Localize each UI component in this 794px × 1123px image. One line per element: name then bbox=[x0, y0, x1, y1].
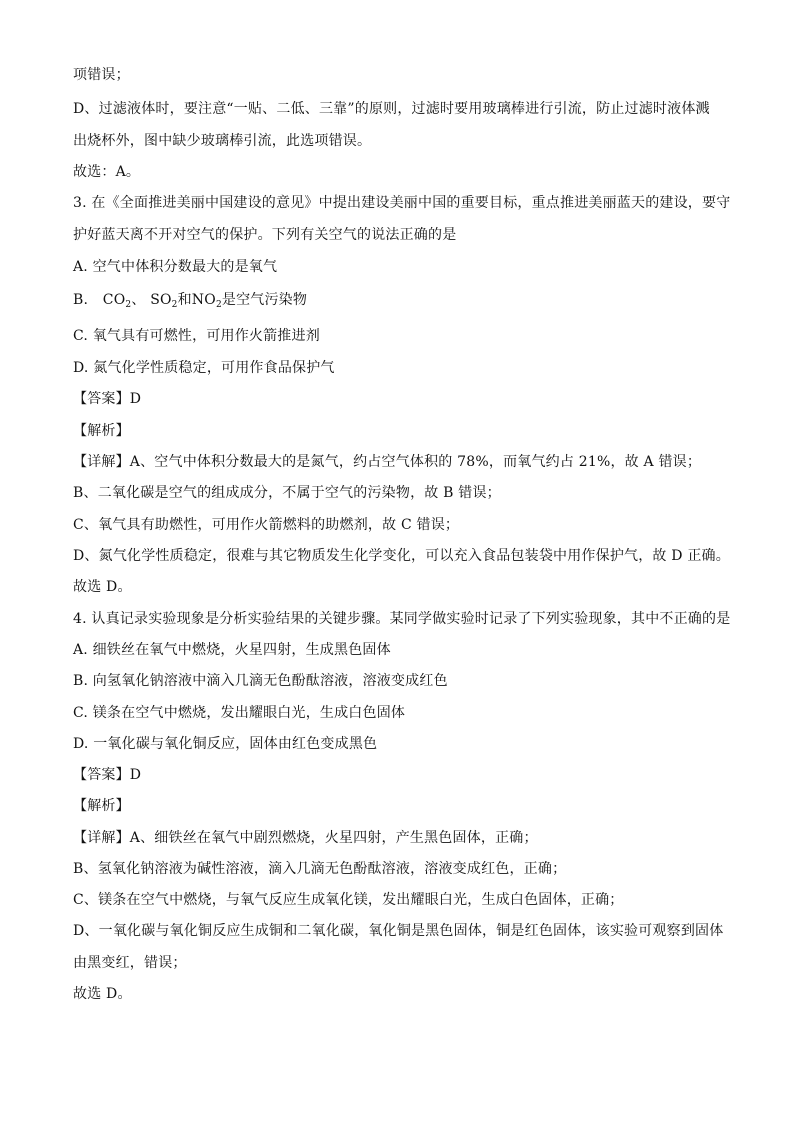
q2-option-d-explanation: D、过滤液体时，要注意“一贴、二低、三靠”的原则，过滤时要用玻璃棒进行引流，防止过滤时液体溅 bbox=[73, 101, 710, 117]
q4-detail-d: D、一氧化碳与氧化铜反应生成铜和二氧化碳，氧化铜是黑色固体，铜是红色固体，该实验可观察到固体 bbox=[73, 923, 724, 939]
q4-analysis-heading: 【解析】 bbox=[73, 798, 130, 814]
conjunction: 和 bbox=[177, 292, 192, 308]
q3-stem: 3. 在《全面推进美丽中国建设的意见》中提出建设美丽中国的重要目标，重点推进美丽蓝天的建设，要守 bbox=[73, 195, 731, 211]
q3-option-c: C. 氧气具有可燃性，可用作火箭推进剂 bbox=[73, 328, 320, 344]
q2-text-line: 项错误； bbox=[73, 67, 130, 83]
q4-option-a: A. 细铁丝在氧气中燃烧，火星四射，生成黑色固体 bbox=[73, 642, 391, 658]
separator: 、 bbox=[131, 292, 146, 308]
q4-detail-b: B、氢氧化钠溶液为碱性溶液，滴入几滴无色酚酞溶液，溶液变成红色，正确； bbox=[73, 861, 567, 877]
q4-conclusion: 故选 D。 bbox=[73, 986, 132, 1002]
q2-conclusion: 故选：A。 bbox=[73, 164, 141, 180]
q4-answer: 【答案】D bbox=[73, 767, 142, 783]
q3-detail-d: D、氮气化学性质稳定，很难与其它物质发生化学变化，可以充入食品包装袋中用作保护气，故 D 正确。 bbox=[73, 548, 730, 564]
formula-co2: $CO_2$ bbox=[102, 292, 132, 310]
q4-stem: 4. 认真记录实验现象是分析实验结果的关键步骤。某同学做实验时记录了下列实验现象，其中不正确的是 bbox=[73, 611, 731, 627]
q3-stem-cont: 护好蓝天离不开对空气的保护。下列有关空气的说法正确的是 bbox=[73, 227, 457, 243]
formula-so2: $SO_2$ bbox=[150, 292, 178, 310]
q3-conclusion: 故选 D。 bbox=[73, 579, 132, 595]
q4-detail-d-cont: 由黑变红，错误； bbox=[73, 955, 187, 971]
q2-option-d-explanation-cont: 出烧杯外，图中缺少玻璃棒引流，此选项错误。 bbox=[73, 133, 372, 149]
formula-no2: $NO_2$ bbox=[191, 292, 222, 310]
q4-option-c: C. 镁条在空气中燃烧，发出耀眼白光，生成白色固体 bbox=[73, 705, 406, 721]
q3-option-b-label: B. bbox=[73, 292, 89, 308]
q4-option-b: B. 向氢氧化钠溶液中滴入几滴无色酚酞溶液，溶液变成红色 bbox=[73, 673, 448, 689]
q3-detail-c: C、氧气具有助燃性，可用作火箭燃料的助燃剂，故 C 错误； bbox=[73, 517, 460, 533]
q3-option-d: D. 氮气化学性质稳定，可用作食品保护气 bbox=[73, 360, 335, 376]
q3-detail-a: 【详解】A、空气中体积分数最大的是氮气，约占空气体积的 78%，而氧气约占 21%，故 A 错误； bbox=[73, 454, 702, 470]
q3-analysis-heading: 【解析】 bbox=[73, 423, 130, 439]
q4-detail-a: 【详解】A、细铁丝在氧气中剧烈燃烧，火星四射，产生黑色固体，正确； bbox=[73, 830, 538, 846]
q3-option-a: A. 空气中体积分数最大的是氧气 bbox=[73, 259, 278, 275]
q3-option-b-tail: 是空气污染物 bbox=[221, 292, 308, 308]
q3-detail-b: B、二氧化碳是空气的组成成分，不属于空气的污染物，故 B 错误； bbox=[73, 485, 501, 501]
q3-option-b bbox=[73, 291, 307, 309]
q4-detail-c: C、镁条在空气中燃烧，与氧气反应生成氧化镁，发出耀眼白光，生成白色固体，正确； bbox=[73, 892, 624, 908]
q4-option-d: D. 一氧化碳与氧化铜反应，固体由红色变成黑色 bbox=[73, 736, 378, 752]
q3-answer: 【答案】D bbox=[73, 391, 142, 407]
